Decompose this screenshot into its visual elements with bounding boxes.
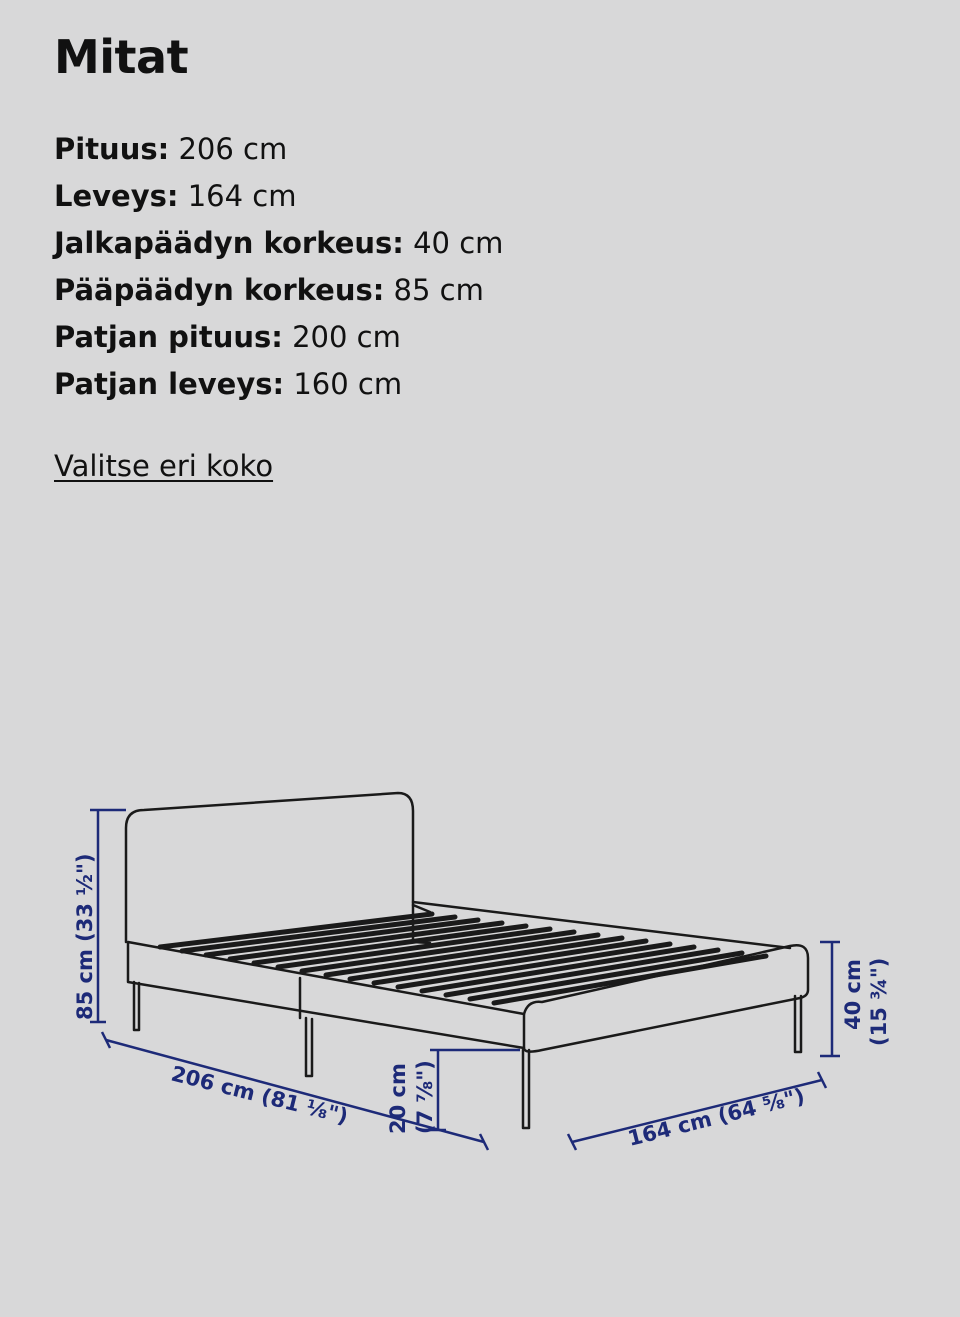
spec-value: 200 cm <box>292 320 401 354</box>
spec-label: Pääpäädyn korkeus: <box>54 273 385 307</box>
spec-value: 164 cm <box>187 179 297 213</box>
spec-value: 40 cm <box>413 226 504 260</box>
footboard-height-in-label: (15 ¾") <box>867 957 891 1046</box>
slatted-base <box>160 914 766 1003</box>
leg-height-in-label: (7 ⅞") <box>413 1060 437 1134</box>
spec-width <box>54 173 503 220</box>
leg-height-cm-label: 20 cm <box>386 1063 410 1134</box>
spec-label: Leveys: <box>54 179 179 213</box>
spec-value: 206 cm <box>178 132 288 166</box>
spec-headboard-height <box>54 267 503 314</box>
spec-value: 85 cm <box>393 273 484 307</box>
length-label: 206 cm (81 ⅛") <box>168 1061 351 1129</box>
spec-length <box>54 126 503 173</box>
width-label: 164 cm (64 ⅝") <box>625 1083 808 1151</box>
spec-mattress-length <box>54 314 503 361</box>
page-title: Mitat <box>54 30 189 84</box>
bed-dimension-drawing <box>0 760 960 1180</box>
spec-label: Patjan pituus: <box>54 320 283 354</box>
headboard-height-label: 85 cm (33 ½") <box>73 853 97 1020</box>
footboard-height-cm-label: 40 cm <box>841 959 865 1030</box>
spec-footboard-height <box>54 220 503 267</box>
spec-value: 160 cm <box>293 367 403 401</box>
spec-label: Pituus: <box>54 132 170 166</box>
dimension-list <box>54 126 503 408</box>
spec-label: Jalkapäädyn korkeus: <box>54 226 404 260</box>
spec-label: Patjan leveys: <box>54 367 285 401</box>
dimension-lines <box>90 810 840 1150</box>
spec-mattress-width <box>54 361 503 408</box>
choose-size-link[interactable]: Valitse eri koko <box>54 449 274 483</box>
